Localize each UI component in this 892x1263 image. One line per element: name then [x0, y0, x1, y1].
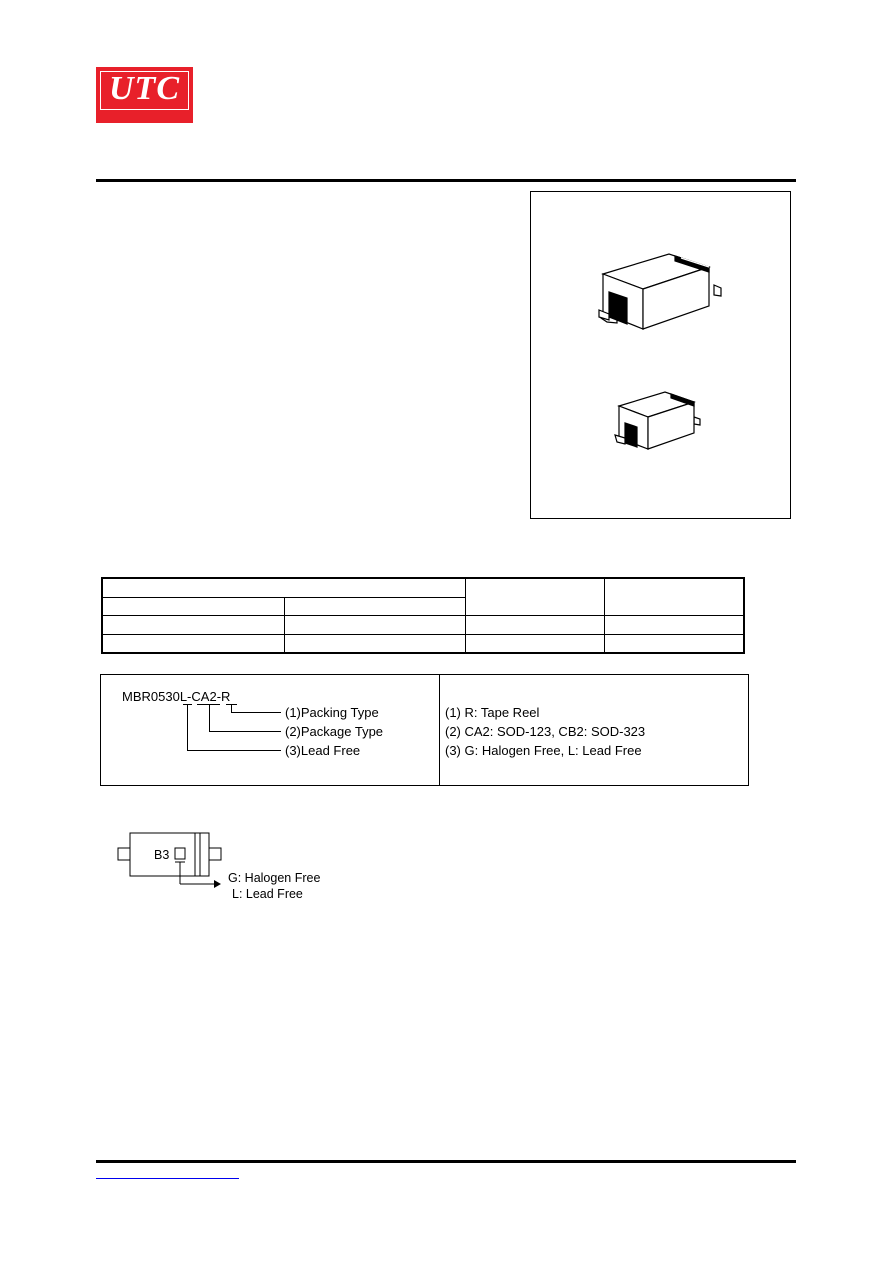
table-cell	[284, 616, 465, 635]
legend-package: (2) CA2: SOD-123, CB2: SOD-323	[445, 724, 646, 739]
table-cell	[604, 616, 744, 635]
utc-logo	[96, 67, 193, 123]
part-number-divider	[439, 674, 440, 786]
table-row	[102, 616, 744, 635]
marking-code: B3	[154, 848, 170, 862]
marking-note-halogen: G: Halogen Free	[228, 871, 321, 885]
leader-package-v	[209, 704, 210, 732]
part-number-base: MBR0530	[122, 689, 180, 704]
header-rule	[96, 179, 796, 182]
leader-lead-h	[187, 750, 281, 751]
ordering-info-table	[101, 577, 745, 654]
table-cell	[284, 598, 465, 616]
part-number	[122, 689, 230, 704]
table-cell	[102, 578, 466, 598]
marking-note-lead: L: Lead Free	[232, 887, 303, 901]
sod-123-package-icon	[599, 254, 721, 329]
leader-package-h	[209, 731, 281, 732]
legend-lead-free: (3) G: Halogen Free, L: Lead Free	[445, 743, 642, 758]
package-illustrations	[531, 192, 790, 518]
table-row	[102, 578, 744, 598]
table-row	[102, 635, 744, 654]
table-cell	[604, 578, 744, 616]
footer-rule	[96, 1160, 796, 1163]
table-cell	[102, 616, 284, 635]
part-number-package: CA2	[191, 689, 217, 704]
sod-323-package-icon	[615, 392, 700, 449]
table-cell	[284, 635, 465, 654]
marking-diagram	[110, 828, 230, 888]
table-cell	[466, 635, 605, 654]
callout-package-type: (2)Package Type	[285, 724, 384, 739]
part-number-lead: L	[179, 689, 188, 704]
part-number-sep2: -	[216, 689, 222, 704]
leader-lead-v	[187, 704, 188, 751]
callout-lead-free: (3)Lead Free	[285, 743, 361, 758]
part-number-packing: R	[221, 689, 231, 704]
logo-text: UTC	[109, 70, 180, 107]
package-image-box	[530, 191, 791, 519]
legend-packing: (1) R: Tape Reel	[445, 705, 540, 720]
table-cell	[102, 635, 284, 654]
table-cell	[466, 616, 605, 635]
table-cell	[604, 635, 744, 654]
callout-packing-type: (1)Packing Type	[285, 705, 379, 720]
table-cell	[466, 578, 605, 616]
part-number-sep1: -	[187, 689, 192, 704]
table-cell	[102, 598, 284, 616]
footer-link-underline[interactable]	[96, 1178, 239, 1179]
leader-packing-h	[231, 712, 281, 713]
